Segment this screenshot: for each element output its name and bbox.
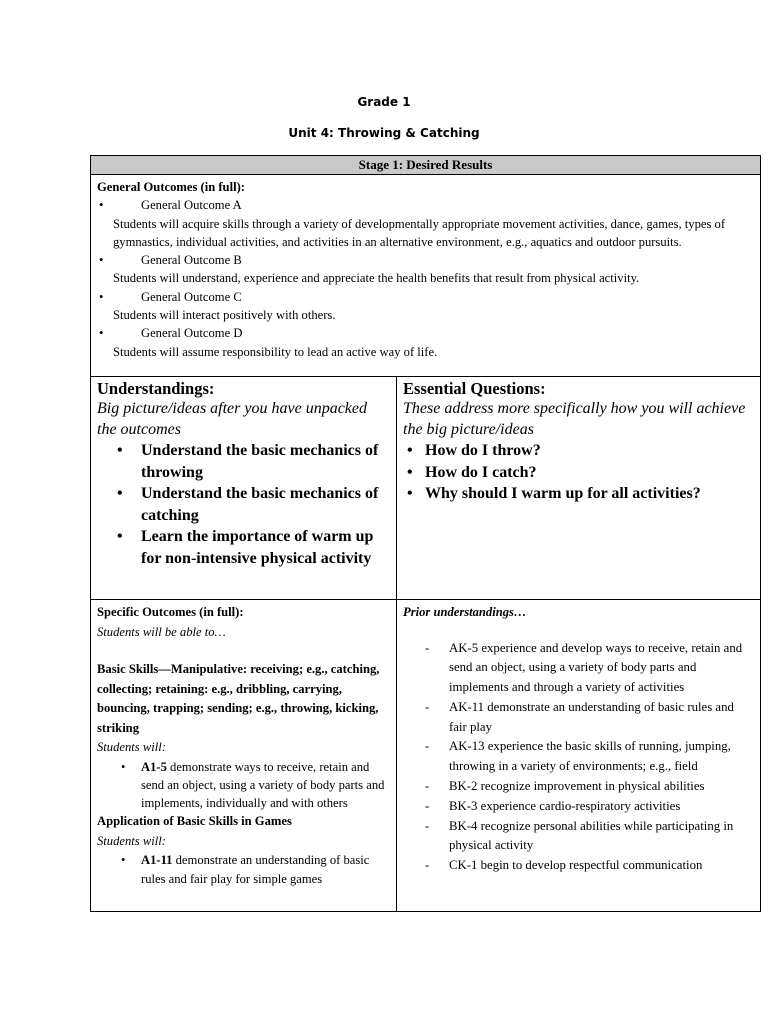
- general-outcomes-label: General Outcomes (in full):: [97, 180, 245, 194]
- unit-heading: Unit 4: Throwing & Catching: [288, 126, 480, 140]
- questions-list: [403, 440, 754, 505]
- list-item: • How do I catch?: [403, 462, 754, 484]
- list-item: - AK-13 experience the basic skills of running, jumping, throwing in a variety of environments; e.g., field: [403, 737, 754, 777]
- understandings-list: [97, 440, 390, 569]
- grade-heading: Grade 1: [357, 95, 411, 109]
- list-item: • Why should I warm up for all activities?: [403, 483, 754, 505]
- essential-questions-cell: [397, 377, 761, 600]
- section2-list: [97, 851, 390, 888]
- understandings-title: Understandings:: [97, 379, 215, 398]
- list-item: - AK-5 experience and develop ways to receive, retain and send an object, using a variety of body parts and implements and through a variety of activities: [403, 639, 754, 698]
- outcome-d-name: • General Outcome D: [97, 324, 754, 342]
- specific-outcomes-label: Specific Outcomes (in full):: [97, 605, 244, 619]
- list-item: • A1-11 demonstrate an understanding of basic rules and fair play for simple games: [97, 851, 390, 888]
- understandings-subtitle: Big picture/ideas after you have unpacked the outcomes: [97, 400, 367, 438]
- list-item: • Learn the importance of warm up for non-intensive physical activity: [97, 526, 390, 569]
- outcome-a-text: Students will acquire skills through a variety of developmentally appropriate movement activities, dance, games, types of gymnastics, individual activities, and activities in an alternative environment, e.g., aquatics and outdoor pursuits.: [113, 216, 726, 249]
- list-item: - BK-2 recognize improvement in physical abilities: [403, 777, 754, 797]
- questions-title: Essential Questions:: [403, 379, 546, 398]
- section2-title: Application of Basic Skills in Games: [97, 814, 292, 829]
- stage1-table: [90, 155, 761, 912]
- understandings-cell: [91, 377, 397, 600]
- stage1-title: Stage 1: Desired Results: [91, 156, 761, 175]
- outcome-a-name: • General Outcome A: [97, 196, 754, 214]
- outcome-d-text: Students will assume responsibility to lead an active way of life.: [113, 344, 438, 359]
- specific-intro: Students will be able to…: [97, 624, 226, 639]
- list-item: • A1-5 demonstrate ways to receive, retain and send an object, using a variety of body parts and implements, individually and with others: [97, 758, 390, 813]
- section1-list: [97, 758, 390, 813]
- list-item: - BK-3 experience cardio-respiratory activities: [403, 797, 754, 817]
- list-item: • How do I throw?: [403, 440, 754, 462]
- section1-title: Basic Skills—Manipulative: receiving; e.g., catching, collecting; retaining: e.g., dribbling, carrying, bouncing, trapping; sending; e.g., throwing, kicking, striking: [97, 662, 380, 735]
- prior-list: [403, 639, 754, 877]
- list-item: • Understand the basic mechanics of catching: [97, 483, 390, 526]
- outcome-b-text: Students will understand, experience and appreciate the health benefits that result from physical activity.: [113, 271, 640, 286]
- prior-understandings-cell: [397, 600, 761, 912]
- list-item: • Understand the basic mechanics of throwing: [97, 440, 390, 483]
- list-item: - AK-11 demonstrate an understanding of basic rules and fair play: [403, 698, 754, 738]
- questions-subtitle: These address more specifically how you will achieve the big picture/ideas: [403, 400, 746, 438]
- outcome-c-text: Students will interact positively with others.: [113, 308, 336, 323]
- general-outcomes-cell: [91, 175, 761, 377]
- list-item: - CK-1 begin to develop respectful communication: [403, 856, 754, 876]
- outcome-b-name: • General Outcome B: [97, 251, 754, 269]
- specific-outcomes-cell: [91, 600, 397, 912]
- outcome-c-name: • General Outcome C: [97, 288, 754, 306]
- list-item: - BK-4 recognize personal abilities while participating in physical activity: [403, 817, 754, 857]
- section1-lead: Students will:: [97, 740, 166, 754]
- prior-label: Prior understandings…: [403, 605, 527, 619]
- section2-lead: Students will:: [97, 833, 166, 848]
